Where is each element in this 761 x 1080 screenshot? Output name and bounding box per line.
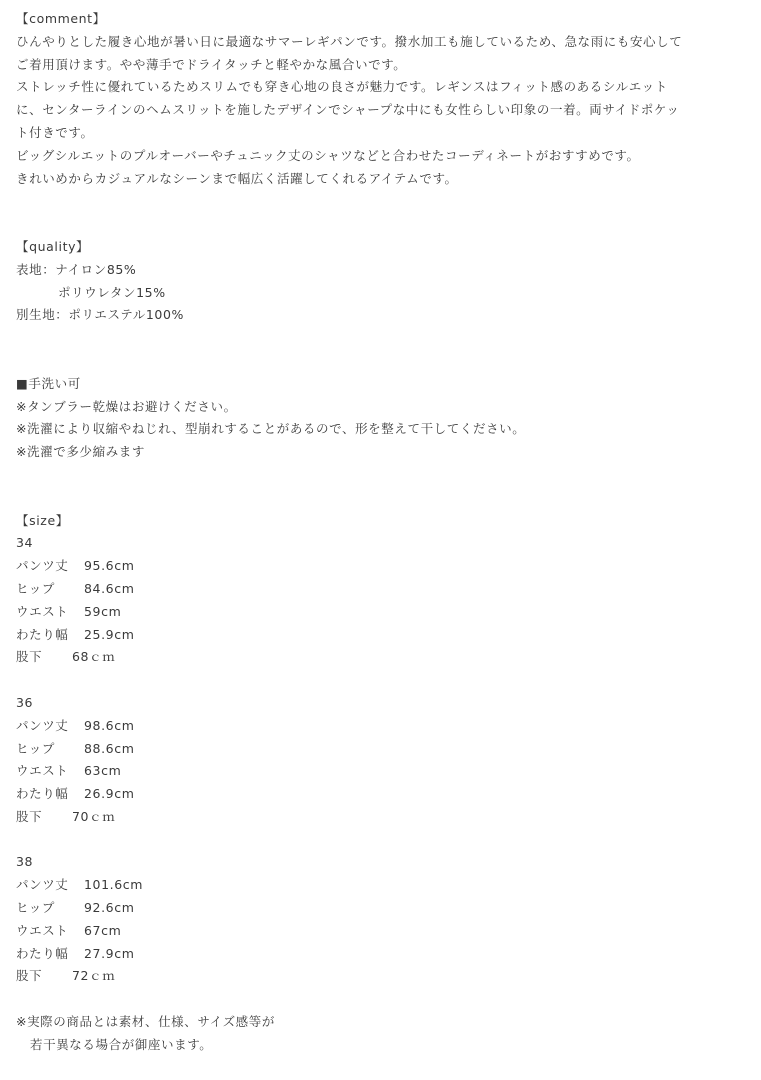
size-section xyxy=(16,510,751,989)
size-label: パンツ丈 xyxy=(16,558,69,574)
quality-heading: 【quality】 xyxy=(16,238,90,254)
size-value: 98.6cm xyxy=(84,717,135,733)
size-label: ヒップ xyxy=(16,900,55,916)
size-row xyxy=(16,624,751,647)
size-row xyxy=(16,897,751,920)
comment-heading: 【comment】 xyxy=(16,11,106,26)
care-line: ※洗濯により収縮やねじれ、型崩れすることがあるので、形を整えて干してください。 xyxy=(16,421,526,437)
material-other: 別生地：ポリエステル100% xyxy=(16,307,185,323)
size-group-36 xyxy=(16,692,751,829)
size-label: ウエスト xyxy=(16,603,69,619)
size-row xyxy=(16,760,751,783)
comment-line: ひんやりとした履き心地が暑い日に最適なサマーレギパンです。撥水加工も施しているため、急な雨にも安心して xyxy=(16,33,683,49)
size-row xyxy=(16,806,751,829)
size-label: ウエスト xyxy=(16,763,69,779)
size-value: 68ｃｍ xyxy=(72,649,116,665)
size-label: わたり幅 xyxy=(16,786,69,802)
size-row xyxy=(16,601,751,624)
comment-line: ビッグシルエットのプルオーバーやチュニック丈のシャツなどと合わせたコーディネートがおすすめです。 xyxy=(16,147,640,163)
size-group-name: 36 xyxy=(16,694,34,710)
size-value: 59cm xyxy=(84,603,122,619)
care-line: ※洗濯で多少縮みます xyxy=(16,444,145,460)
size-value: 95.6cm xyxy=(84,558,135,574)
size-label: パンツ丈 xyxy=(16,877,69,893)
comment-line: ストレッチ性に優れているためスリムでも穿き心地の良さが魅力です。レギンスはフィット感のあるシルエット xyxy=(16,79,668,95)
comment-section xyxy=(16,8,751,190)
notice-section xyxy=(16,1011,751,1057)
size-label: ヒップ xyxy=(16,580,55,596)
size-row xyxy=(16,578,751,601)
comment-line: きれいめからカジュアルなシーンまで幅広く活躍してくれるアイテムです。 xyxy=(16,170,458,186)
size-label: パンツ丈 xyxy=(16,717,69,733)
material-outer: 表地：ナイロン85% xyxy=(16,261,137,277)
comment-line: に、センターラインのヘムスリットを施したデザインでシャープな中にも女性らしい印象の一着。両サイドポケッ xyxy=(16,102,680,118)
size-value: 72ｃｍ xyxy=(72,968,116,984)
notice-line: 若干異なる場合が御座います。 xyxy=(30,1036,213,1052)
notice-line: ※実際の商品とは素材、仕様、サイズ感等が xyxy=(16,1014,275,1030)
size-group-38 xyxy=(16,851,751,988)
size-label: 股下 xyxy=(16,808,43,824)
care-line: ■手洗い可 xyxy=(16,375,81,391)
size-label: 股下 xyxy=(16,968,43,984)
size-label: わたり幅 xyxy=(16,945,69,961)
size-group-name: 38 xyxy=(16,854,34,870)
size-group-34 xyxy=(16,532,751,669)
material-outer-secondary: ポリウレタン15% xyxy=(58,284,166,300)
size-label: 股下 xyxy=(16,649,43,665)
size-row xyxy=(16,920,751,943)
size-value: 67cm xyxy=(84,922,122,938)
size-value: 92.6cm xyxy=(84,900,135,916)
size-value: 88.6cm xyxy=(84,740,135,756)
size-group-name: 34 xyxy=(16,535,34,551)
size-row xyxy=(16,943,751,966)
quality-section xyxy=(16,236,751,327)
size-row xyxy=(16,715,751,738)
size-value: 63cm xyxy=(84,763,122,779)
size-row xyxy=(16,783,751,806)
product-description xyxy=(16,8,751,1057)
size-row xyxy=(16,646,751,669)
care-section xyxy=(16,373,751,464)
care-line: ※タンブラー乾燥はお避けください。 xyxy=(16,398,237,414)
size-label: ウエスト xyxy=(16,922,69,938)
size-value: 27.9cm xyxy=(84,945,135,961)
size-heading: 【size】 xyxy=(16,512,69,528)
comment-line: ト付きです。 xyxy=(16,124,94,140)
comment-line: ご着用頂けます。やや薄手でドライタッチと軽やかな風合いです。 xyxy=(16,56,407,72)
size-value: 70ｃｍ xyxy=(72,808,116,824)
size-value: 25.9cm xyxy=(84,626,135,642)
size-row xyxy=(16,965,751,988)
size-label: わたり幅 xyxy=(16,626,69,642)
size-row xyxy=(16,874,751,897)
size-value: 101.6cm xyxy=(84,877,144,893)
size-row xyxy=(16,555,751,578)
size-label: ヒップ xyxy=(16,740,55,756)
size-value: 26.9cm xyxy=(84,786,135,802)
size-row xyxy=(16,738,751,761)
size-value: 84.6cm xyxy=(84,580,135,596)
